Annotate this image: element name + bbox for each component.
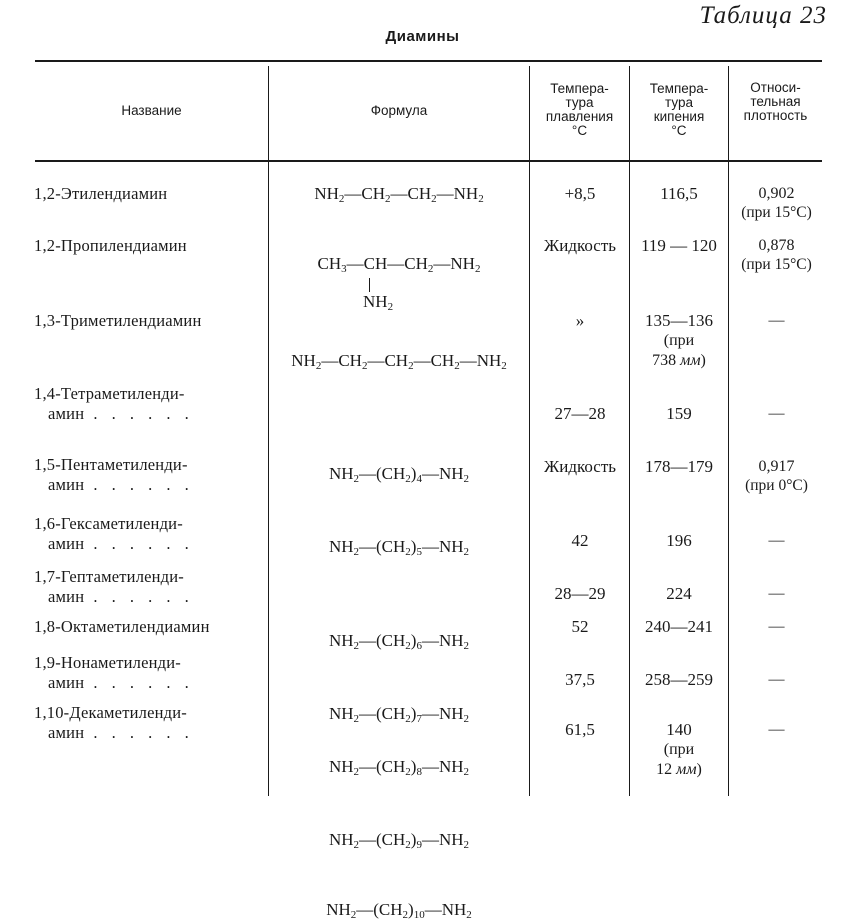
boiling-point: [630, 531, 728, 551]
formula-part: —(CH: [359, 537, 406, 556]
relative-density: [729, 184, 824, 222]
header-line: тура: [665, 95, 693, 110]
header-melting-point: [530, 70, 629, 150]
subscript: 2: [353, 546, 360, 558]
compound-name-line: 1,3-Триметилендиамин: [34, 311, 202, 330]
formula-part: —NH: [424, 900, 467, 919]
subscript: 2: [402, 909, 409, 921]
formula-part: —NH: [421, 537, 464, 556]
compound-name: [34, 617, 266, 637]
melting-point: 27—28: [554, 404, 606, 423]
pressure-unit: мм: [680, 352, 701, 369]
formula-part: NH: [291, 351, 316, 370]
boiling-point-value: 159: [666, 404, 692, 423]
header-text: [650, 82, 709, 138]
compound-name-line: 1,2-Этилендиамин: [34, 184, 168, 203]
compound-name: [34, 184, 266, 204]
formula-part: —(CH: [359, 631, 406, 650]
compound-name-line: 1,2-Пропилендиамин: [34, 236, 187, 255]
formula-part: —(CH: [359, 704, 406, 723]
melting-point: Жидкость: [543, 236, 617, 255]
relative-density: [729, 457, 824, 495]
subscript: 2: [478, 193, 484, 205]
formula-part: NH: [314, 184, 339, 203]
structural-formula: [268, 464, 530, 484]
subscript: 2: [463, 640, 470, 652]
subscript: 2: [405, 839, 411, 851]
boiling-point-value: 196: [666, 531, 692, 550]
formula-part: —NH: [421, 704, 464, 723]
header-line: кипения: [653, 109, 705, 124]
subscript: 5: [416, 546, 422, 558]
pressure-value: 12: [656, 761, 677, 778]
subscript: 3: [341, 263, 347, 275]
compound-name-line: 1,10-Декаметиленди-: [34, 703, 187, 722]
header-line: Темпера-: [649, 81, 709, 96]
leader-dots: . . . . . .: [84, 475, 194, 494]
compound-name-continuation: [34, 475, 266, 495]
boiling-point-value: 135—136: [645, 311, 713, 330]
formula-branch: [363, 278, 423, 312]
structural-formula: [268, 184, 530, 204]
pressure-paren: ): [696, 761, 702, 778]
subscript: 2: [463, 766, 470, 778]
leader-dots: . . . . . .: [84, 534, 194, 553]
relative-density: [729, 236, 824, 274]
formula-part: —NH: [433, 254, 475, 273]
formula-part: ): [410, 464, 417, 483]
compound-name-line: 1,6-Гексаметиленди-: [34, 514, 183, 533]
formula-part: ): [410, 704, 417, 723]
header-text: [744, 81, 808, 123]
header-name: Название: [121, 103, 182, 118]
structural-formula: [268, 704, 530, 724]
compound-name: [34, 567, 266, 607]
melting-point: »: [575, 311, 585, 330]
compound-name: [34, 236, 266, 256]
pressure-unit: мм: [676, 761, 697, 778]
relative-density: [729, 311, 824, 330]
density-note: (при 0°С): [745, 477, 808, 494]
boiling-point-value: 116,5: [660, 184, 698, 203]
formula-part: —(CH: [356, 900, 403, 919]
boiling-point: [630, 236, 728, 256]
formula-part: NH: [328, 757, 354, 776]
subscript: 2: [454, 360, 460, 372]
leader-dots: . . . . . .: [84, 587, 194, 606]
density-note: (при 15°С): [741, 204, 812, 221]
boiling-point-value: 258—259: [645, 670, 713, 689]
boiling-point: [630, 617, 728, 637]
header-line: °С: [671, 123, 687, 138]
boiling-point-value: 178—179: [645, 457, 713, 476]
formula-part: ): [410, 757, 417, 776]
header-text: [546, 82, 613, 138]
subscript: 2: [466, 909, 472, 921]
subscript: 2: [353, 839, 360, 851]
compound-name-line: 1,5-Пентаметиленди-: [34, 455, 188, 474]
formula-part: —NH: [421, 631, 464, 650]
boiling-point: [630, 404, 728, 424]
subscript: 10: [413, 909, 425, 921]
pressure-note: (при: [663, 332, 695, 349]
formula-part: —NH: [421, 830, 464, 849]
melting-point: +8,5: [564, 184, 596, 203]
subscript: 4: [416, 473, 422, 485]
subscript: 8: [416, 766, 422, 778]
column-divider: [268, 66, 269, 796]
compound-name-line: 1,4-Тетраметиленди-: [34, 384, 185, 403]
subscript: 2: [405, 473, 411, 485]
subscript: 2: [463, 713, 470, 725]
compound-name-line: 1,8-Октаметилендиамин: [34, 617, 210, 636]
header-line: плотность: [743, 108, 808, 123]
header-line: Темпера-: [550, 81, 609, 96]
formula-part: —NH: [436, 184, 479, 203]
formula-part: NH: [328, 631, 354, 650]
melting-point: 61,5: [565, 720, 595, 739]
compound-name-continuation: [34, 673, 266, 693]
compound-name-continuation: [34, 723, 266, 743]
relative-density: [729, 404, 824, 423]
density-value: —: [768, 585, 785, 602]
subscript: 2: [353, 473, 360, 485]
compound-name: [34, 384, 266, 424]
boiling-point: [630, 457, 728, 477]
relative-density: [729, 531, 824, 550]
pressure-paren: ): [700, 352, 706, 369]
boiling-point: [630, 311, 728, 371]
structural-formula: [268, 254, 530, 313]
density-value: —: [768, 405, 785, 422]
formula-part: ): [410, 830, 417, 849]
leader-dots: . . . . . .: [84, 404, 194, 423]
formula-part: —CH—CH: [346, 254, 428, 273]
compound-name-continuation: [34, 587, 266, 607]
compound-name-line: амин: [48, 534, 85, 553]
density-value: —: [768, 671, 785, 688]
density-value: —: [768, 721, 785, 738]
header-line: Относи-: [750, 80, 801, 95]
pressure-value: 738: [652, 352, 681, 369]
formula-part: NH: [326, 900, 351, 919]
compound-name-line: амин: [48, 587, 85, 606]
subscript: 2: [387, 301, 394, 313]
boiling-point: [630, 584, 728, 604]
melting-point: 52: [571, 617, 589, 636]
formula-part: —NH: [421, 464, 464, 483]
subscript: 2: [474, 263, 481, 275]
formula-part: —CH: [321, 351, 362, 370]
subscript: 2: [405, 713, 411, 725]
subscript: 2: [405, 640, 411, 652]
subscript: 2: [338, 193, 345, 205]
boiling-point: [630, 720, 728, 780]
density-value: 0,902: [758, 185, 795, 202]
density-value: 0,878: [758, 237, 795, 254]
subscript: 9: [416, 839, 422, 851]
density-note: (при 15°С): [741, 256, 812, 273]
formula-part: ): [410, 537, 417, 556]
compound-name: [34, 514, 266, 554]
compound-name-line: амин: [48, 475, 85, 494]
subscript: 6: [416, 640, 422, 652]
subscript: 2: [463, 473, 470, 485]
compound-name: [34, 311, 266, 331]
density-value: —: [768, 532, 785, 549]
compound-name: [34, 703, 266, 743]
subscript: 2: [405, 766, 411, 778]
density-value: —: [768, 618, 785, 635]
subscript: 2: [350, 909, 357, 921]
compound-name-continuation: [34, 404, 266, 424]
subscript: 2: [501, 360, 507, 372]
relative-density: [729, 584, 824, 603]
formula-part: NH: [328, 537, 354, 556]
pressure-note: [630, 760, 728, 780]
melting-point: 37,5: [565, 670, 595, 689]
subscript: 2: [405, 546, 411, 558]
header-formula: Формула: [370, 103, 428, 118]
formula-part: CH: [317, 254, 342, 273]
formula-part: NH: [328, 704, 354, 723]
melting-point: Жидкость: [543, 457, 617, 476]
subscript: 2: [408, 360, 414, 372]
formula-part: —NH: [459, 351, 502, 370]
subscript: 2: [361, 360, 368, 372]
subscript: 2: [353, 766, 360, 778]
melting-point: 28—29: [554, 584, 606, 603]
structural-formula: [268, 351, 530, 371]
formula-part: ): [410, 631, 417, 650]
formula-part: —(CH: [359, 757, 406, 776]
formula-part: NH: [363, 292, 388, 311]
relative-density: [729, 617, 824, 636]
subscript: 2: [463, 839, 470, 851]
bond-line: [369, 278, 370, 292]
subscript: 7: [416, 713, 422, 725]
subscript: 2: [315, 360, 322, 372]
header-rule: [35, 160, 822, 162]
table-title: Диамины: [385, 28, 460, 45]
formula-part: —(CH: [359, 464, 406, 483]
header-line: °С: [571, 123, 588, 138]
compound-name: [34, 653, 266, 693]
header-line: плавления: [545, 109, 614, 124]
density-value: 0,917: [758, 458, 795, 475]
boiling-point-value: 224: [666, 584, 692, 603]
compound-name-line: амин: [48, 404, 85, 423]
structural-formula: [268, 631, 530, 651]
header-line: тура: [565, 95, 594, 110]
formula-part: —CH: [344, 184, 385, 203]
relative-density: [729, 720, 824, 739]
subscript: 2: [431, 193, 437, 205]
subscript: 2: [385, 193, 391, 205]
boiling-point: [630, 184, 728, 204]
compound-name-line: 1,7-Гептаметиленди-: [34, 567, 185, 586]
compound-name-line: 1,9-Нонаметиленди-: [34, 653, 181, 672]
subscript: 2: [353, 713, 360, 725]
structural-formula: [268, 830, 530, 850]
pressure-note: [630, 351, 728, 371]
formula-part: —CH: [367, 351, 409, 370]
formula-part: —CH: [413, 351, 455, 370]
pressure-note: (при: [663, 741, 695, 758]
table-number: Таблица 23: [699, 2, 827, 29]
formula-part: ): [408, 900, 414, 919]
structural-formula: [268, 537, 530, 557]
boiling-point-value: 240—241: [645, 617, 713, 636]
header-line: тельная: [750, 94, 801, 109]
leader-dots: . . . . . .: [84, 673, 194, 692]
structural-formula: [268, 900, 530, 920]
header-boiling-point: [630, 70, 728, 150]
boiling-point: [630, 670, 728, 690]
header-relative-density: [729, 72, 822, 132]
compound-name-line: амин: [48, 673, 85, 692]
subscript: 2: [427, 263, 434, 275]
relative-density: [729, 670, 824, 689]
subscript: 2: [353, 640, 360, 652]
formula-part: NH: [328, 464, 354, 483]
formula-part: —NH: [421, 757, 464, 776]
boiling-point-value: 140: [666, 720, 692, 739]
formula-part: NH: [328, 830, 354, 849]
structural-formula: [268, 757, 530, 777]
density-value: —: [768, 312, 785, 329]
formula-part: —CH: [390, 184, 432, 203]
subscript: 2: [463, 546, 470, 558]
formula-part: —(CH: [359, 830, 406, 849]
leader-dots: . . . . . .: [84, 723, 194, 742]
melting-point: 42: [571, 531, 589, 550]
compound-name: [34, 455, 266, 495]
boiling-point-value: 119 — 120: [641, 236, 717, 255]
compound-name-continuation: [34, 534, 266, 554]
compound-name-line: амин: [48, 723, 85, 742]
